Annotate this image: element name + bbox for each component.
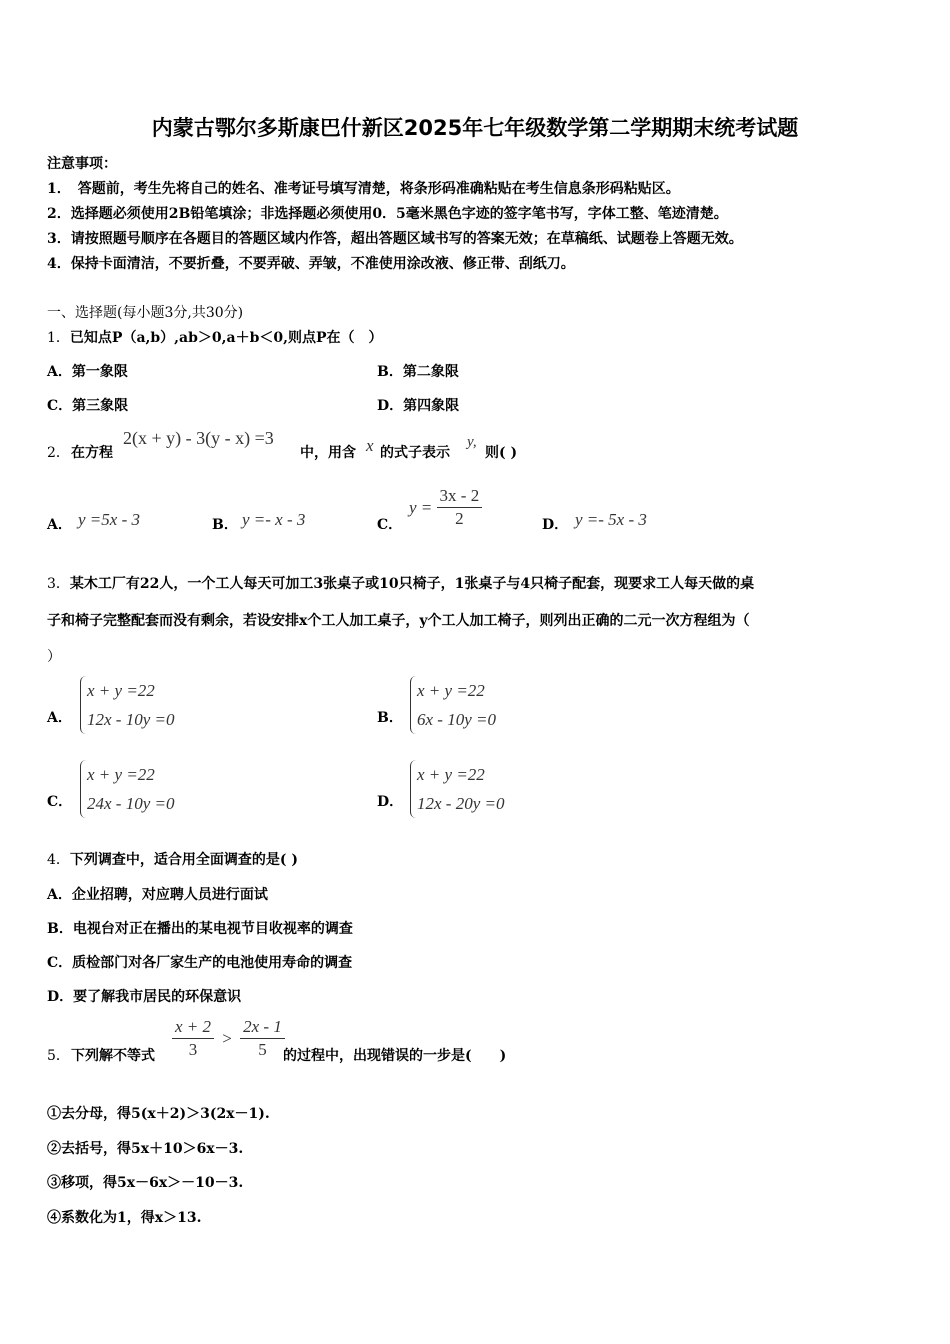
notice-heading: 注意事项： [47, 156, 117, 172]
option-a-system [80, 676, 174, 734]
option-b-label: B． [377, 710, 403, 726]
question-number: 5． [47, 1048, 70, 1064]
equation: 2(x + y) - 3(y - x) =3 [123, 428, 274, 448]
system-equation-2: 6x - 10y =0 [417, 710, 496, 729]
option-b-label: B． [212, 517, 238, 533]
option-c-label: C． [377, 517, 403, 533]
system-equation-2: 24x - 10y =0 [87, 794, 175, 813]
question-number: 4． [47, 852, 70, 868]
system-equation-2: 12x - 20y =0 [417, 794, 505, 813]
inequality [172, 1016, 285, 1061]
question-stem-prefix: 在方程 [71, 445, 113, 461]
question-stem-suffix: 的过程中，出现错误的一步是( ) [283, 1048, 507, 1064]
variable-x: x [366, 436, 374, 455]
notice-item: 1． 答题前，考生先将自己的姓名、准考证号填写清楚，将条形码准确粘贴在考生信息条形码粘贴区。 [47, 181, 680, 197]
solution-step-2: ②去括号，得5x＋10＞6x－3. [47, 1141, 244, 1157]
option-d: D．第四象限 [377, 398, 460, 414]
system-equation-1: x + y =22 [417, 681, 485, 700]
option-d: D．要了解我市居民的环保意识 [47, 989, 242, 1005]
option-d-label: D． [542, 517, 569, 533]
fraction-numerator: 3x - 2 [437, 485, 483, 508]
variable-y: y, [467, 434, 477, 450]
greater-than-sign: > [222, 1028, 232, 1048]
question-stem-mid2: 的式子表示 [380, 445, 450, 461]
system-equation-1: x + y =22 [417, 765, 485, 784]
option-a-label: A． [47, 517, 72, 533]
solution-step-1: ①去分母，得5(x＋2)＞3(2x－1). [47, 1106, 270, 1122]
question-stem-suffix: 则( ) [485, 445, 518, 461]
question-stem: 某木工厂有22人，一个工人每天可加工3张桌子或10只椅子，1张桌子与4只椅子配套，现要求工人每天做的桌 [69, 576, 755, 592]
fraction-numerator: 2x - 1 [240, 1016, 285, 1039]
option-b: B．第二象限 [377, 364, 459, 380]
option-a-label: A． [47, 710, 72, 726]
inequality-left-fraction [172, 1016, 214, 1061]
fraction-numerator: x + 2 [172, 1016, 214, 1039]
option-c: C．质检部门对各厂家生产的电池使用寿命的调查 [47, 955, 353, 971]
solution-step-4: ④系数化为1，得x＞13. [47, 1210, 202, 1226]
option-d-expression: y =- 5x - 3 [575, 510, 647, 529]
question-3-line-3: ） [47, 649, 61, 665]
option-c-label: C． [47, 794, 73, 810]
question-4 [47, 849, 298, 869]
option-a-expression: y =5x - 3 [78, 510, 140, 529]
notice-item: 3．请按照题号顺序在各题目的答题区域内作答，超出答题区域书写的答案无效；在草稿纸、试题卷上答题无效。 [47, 231, 743, 247]
notice-item: 4．保持卡面清洁，不要折叠，不要弄破、弄皱，不准使用涂改液、修正带、刮纸刀。 [47, 256, 575, 272]
option-c-lhs: y = [409, 497, 433, 517]
question-stem: 已知点P（a,b）,ab＞0,a＋b＜0,则点P在（ ） [69, 330, 383, 346]
option-d-system [410, 760, 504, 818]
system-equation-1: x + y =22 [87, 765, 155, 784]
page-title: 内蒙古鄂尔多斯康巴什新区2025年七年级数学第二学期期末统考试题 [151, 116, 799, 140]
question-1 [47, 327, 383, 347]
option-a: A．第一象限 [47, 364, 128, 380]
inequality-right-fraction [240, 1016, 285, 1061]
question-stem: 下列调查中，适合用全面调查的是( ) [69, 852, 299, 868]
solution-step-3: ③移项，得5x－6x＞－10－3. [47, 1175, 244, 1191]
option-b: B．电视台对正在播出的某电视节目收视率的调查 [47, 921, 353, 937]
option-b-system [410, 676, 496, 734]
notice-item: 2．选择题必须使用2B铅笔填涂；非选择题必须使用0．5毫米黑色字迹的签字笔书写，字体工整、笔迹清楚。 [47, 206, 728, 222]
fraction-denominator: 5 [258, 1040, 267, 1059]
option-c: C．第三象限 [47, 398, 129, 414]
system-equation-1: x + y =22 [87, 681, 155, 700]
fraction-denominator: 3 [188, 1040, 198, 1059]
section-heading: 一、选择题(每小题3分,共30分) [47, 305, 244, 321]
question-3-line-2: 子和椅子完整配套而没有剩余，若设安排x个工人加工桌子，y个工人加工椅子，则列出正确的二元一次方程组为（ [47, 613, 750, 629]
option-c-fraction [437, 485, 483, 530]
option-c-expression [409, 485, 482, 530]
fraction-denominator: 2 [455, 509, 464, 528]
option-a: A．企业招聘，对应聘人员进行面试 [47, 887, 268, 903]
question-3-line-1 [47, 573, 754, 593]
question-stem-prefix: 下列解不等式 [71, 1048, 155, 1064]
option-d-label: D． [377, 794, 404, 810]
question-number: 3． [47, 576, 70, 592]
system-equation-2: 12x - 10y =0 [87, 710, 175, 729]
question-number: 1． [47, 330, 70, 346]
option-c-system [80, 760, 174, 818]
question-stem-mid: 中，用含 [300, 445, 356, 461]
option-b-expression: y =- x - 3 [242, 510, 306, 529]
question-number: 2． [47, 445, 70, 461]
